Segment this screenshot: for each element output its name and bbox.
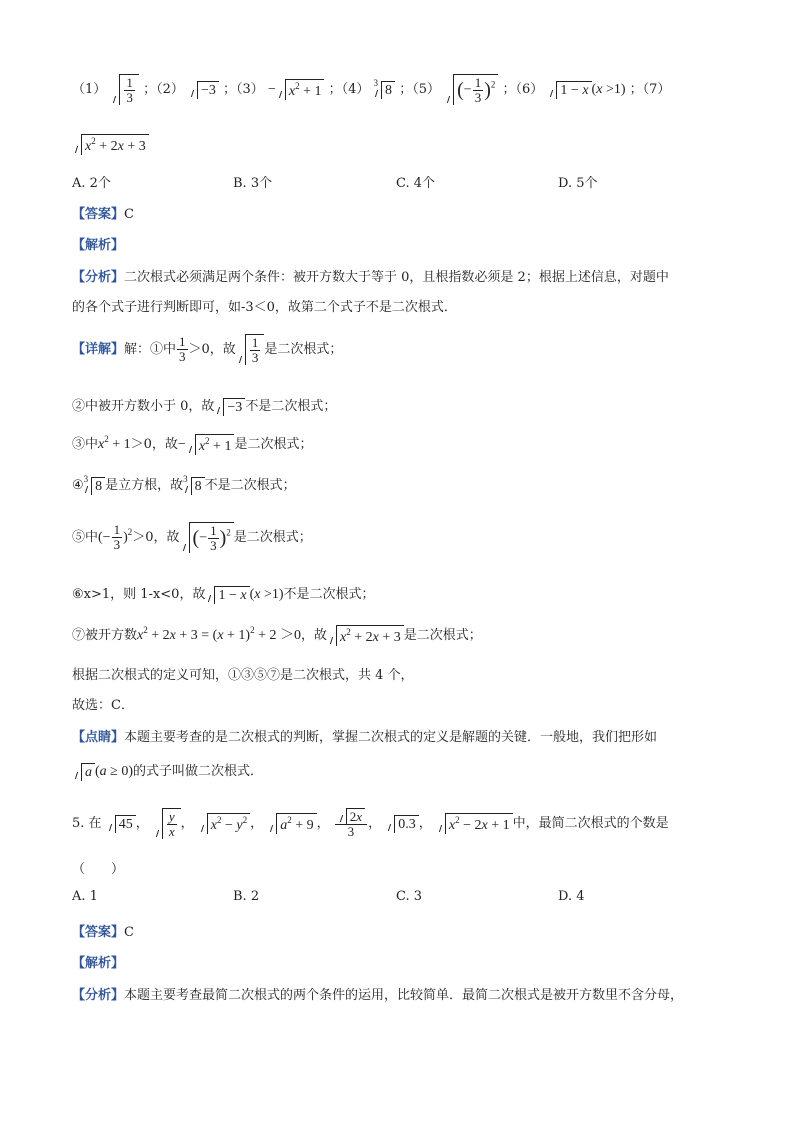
option-a: A. 1 bbox=[72, 889, 98, 904]
q4-jiexi bbox=[72, 234, 124, 253]
fenxi-text-1: 二次根式必须满足两个条件：被开方数大于等于 0，且根指数必须是 2；根据上述信息，对题中 bbox=[124, 270, 669, 285]
option-c: C. 4个 bbox=[396, 176, 436, 191]
item-label-7: ；（7） bbox=[629, 82, 671, 97]
detail-2-text-a: ②中被开方数小于 0，故 bbox=[72, 399, 215, 414]
option-d: D. 5个 bbox=[558, 176, 598, 191]
detail-5-text-c: 是二次根式； bbox=[233, 530, 312, 545]
option-b: B. 3个 bbox=[233, 176, 273, 191]
radical-sqrt-x2-minus-2x-plus-1: $x^2 - 2x + 1$ bbox=[436, 813, 513, 834]
radical-cuberoot-8: $^3$ 8 bbox=[84, 478, 106, 493]
q5-stem: 5. 在 45 ， $\frac{y}{x}$ ， $x^2 - y^2$ ， $a^2 + 9$ ， $\frac{2x}{3}$ ， 0.3 ， $x^2 - 2x + 1$ 中，最简二次根式的个数是 bbox=[72, 809, 669, 840]
detail-2-text-b: 不是二次根式； bbox=[245, 399, 337, 414]
item-label-4: ；（4） bbox=[328, 82, 370, 97]
q4-fenxi-line2: 的各个式子进行判断即可，如-3＜0，故第二个式子不是二次根式． bbox=[72, 300, 457, 315]
detail-2 bbox=[72, 395, 336, 416]
radical-sqrt-neg3: −3 bbox=[214, 398, 245, 416]
jiexi-tag: 【解析】 bbox=[72, 956, 125, 971]
dianjing-tag: 【点睛】 bbox=[72, 730, 125, 745]
option-a: A. 2个 bbox=[72, 176, 111, 191]
radical-sqrt-one-third: $\frac{1}{3}$ bbox=[236, 334, 265, 365]
detail-7-text-c: 是二次根式； bbox=[403, 628, 482, 643]
radical-cuberoot-8: $^3$ 8 bbox=[374, 82, 396, 97]
radical-sqrt-x2-2x-3: $x^2 + 2x + 3$ bbox=[327, 625, 404, 646]
answer-tag: 【答案】 bbox=[72, 207, 125, 222]
expr-neg-one-third-squared: (− $\frac{1}{3}$ )$^2$ bbox=[98, 522, 133, 553]
answer-value: C bbox=[124, 925, 134, 940]
item-label-2: ；（2） bbox=[143, 82, 184, 97]
item-label-1: （1） bbox=[72, 82, 107, 97]
radical-sqrt-0-3: 0.3 bbox=[385, 815, 419, 833]
radical-sqrt-a2-plus-9: $a^2 + 9$ bbox=[267, 813, 316, 834]
answer-tag: 【答案】 bbox=[72, 925, 125, 940]
radical-sqrt-1-minus-x: 1 − x (x >1) bbox=[547, 82, 625, 97]
answer-value: C bbox=[124, 207, 134, 222]
q5-answer bbox=[72, 921, 134, 940]
detail-3-text-c: 是二次根式； bbox=[234, 437, 313, 452]
radical-neg-sqrt-x2-plus-1: − $x^2 + 1$ bbox=[268, 82, 325, 97]
detail-5-text-a: ⑤中 bbox=[72, 530, 99, 545]
fenxi-tag: 【分析】 bbox=[72, 270, 125, 285]
q5-stem-a: 5. 在 bbox=[72, 816, 102, 831]
detail-1-text-a: 解：①中 bbox=[124, 342, 177, 357]
radical-neg-sqrt-x2-plus-1: − $x^2 + 1$ bbox=[178, 437, 235, 452]
q4-answer bbox=[72, 203, 134, 222]
detail-3-text-a: ③中 bbox=[72, 437, 99, 452]
q5-stem-b: 中，最简二次根式的个数是 bbox=[512, 816, 669, 831]
detail-4 bbox=[72, 474, 296, 495]
choose-line: 故选：C． bbox=[72, 698, 134, 713]
detail-5-text-b: ＞0，故 bbox=[132, 530, 180, 545]
detail-7 bbox=[72, 624, 482, 646]
detail-4-text-a: ④ bbox=[72, 478, 84, 493]
radical-sqrt-x2-2x-3: $x^2 + 2x + 3$ bbox=[72, 134, 149, 155]
expr-x2-plus-1: $x^2 + 1$ bbox=[98, 434, 131, 452]
detail-3-text-b: ＞0，故 bbox=[130, 437, 178, 452]
fraction-sqrt2x-over-3: $\frac{2x}{3}$ bbox=[335, 808, 367, 839]
detail-1-text-b: ＞0，故 bbox=[188, 342, 236, 357]
item-label-3: ；（3） bbox=[223, 82, 264, 97]
detail-7-text-b: ，故 bbox=[301, 628, 328, 643]
detail-6-text-b: 不是二次根式； bbox=[283, 587, 375, 602]
dianjing-text-1: 本题主要考查的是二次根式的判断，掌握二次根式的定义是解题的关键．一般地，我们把形如 bbox=[124, 730, 658, 745]
expr-completing-square: $x^2 + 2x + 3 = (x + 1)^2 + 2 >0$ bbox=[137, 625, 301, 643]
radical-sqrt-y-over-x: $\frac{y}{x}$ bbox=[153, 808, 181, 839]
item-label-5: ；（5） bbox=[399, 82, 440, 97]
dianjing-line2 bbox=[72, 760, 263, 781]
jiexi-tag: 【解析】 bbox=[72, 238, 125, 253]
detail-6-text-a: ⑥x>1，则 1-x<0，故 bbox=[72, 587, 206, 602]
radical-sqrt-x2-minus-y2: $x^2 - y^2$ bbox=[198, 813, 250, 834]
fenxi-text-1: 本题主要考查最简二次根式的两个条件的运用，比较简单．最简二次根式是被开方数里不含分母， bbox=[124, 988, 684, 1003]
summary-line: 根据二次根式的定义可知，①③⑤⑦是二次根式，共 4 个， bbox=[72, 668, 414, 683]
q5-options bbox=[72, 889, 732, 907]
q5-paren: （ ） bbox=[72, 862, 125, 877]
radical-sqrt-neg-one-third-squared: (− $\frac{1}{3}$ )$^2$ bbox=[180, 522, 234, 553]
item-label-6: ；（6） bbox=[502, 82, 544, 97]
q4-fenxi-line1 bbox=[72, 266, 669, 285]
radical-sqrt-45: 45 bbox=[106, 815, 136, 833]
detail-4-text-c: 不是二次根式； bbox=[204, 478, 296, 493]
detail-5 bbox=[72, 522, 312, 553]
detail-6 bbox=[72, 583, 375, 604]
radical-sqrt-a-condition: a (a ≥ 0) bbox=[72, 764, 133, 779]
option-b: B. 2 bbox=[233, 889, 260, 904]
q4-expression-line bbox=[72, 74, 670, 105]
detail-4-text-b: 是立方根，故 bbox=[105, 478, 184, 493]
detail-1 bbox=[72, 334, 342, 365]
xiangjie-tag: 【详解】 bbox=[72, 342, 125, 357]
radical-sqrt-one-third: $\frac{1}{3}$ bbox=[110, 74, 139, 105]
option-d: D. 4 bbox=[558, 889, 585, 904]
detail-3 bbox=[72, 433, 312, 455]
radical-sqrt-neg3: −3 bbox=[188, 81, 219, 99]
radical-sqrt-neg-one-third-squared: (− $\frac{1}{3}$ )$^2$ bbox=[444, 74, 498, 105]
q5-fenxi-line1 bbox=[72, 984, 683, 1003]
radical-cuberoot-8: $^3$ 8 bbox=[183, 478, 205, 493]
fenxi-tag: 【分析】 bbox=[72, 988, 125, 1003]
detail-7-text-a: ⑦被开方数 bbox=[72, 628, 138, 643]
radical-sqrt-1-minus-x: 1 − x (x >1) bbox=[205, 587, 283, 602]
dianjing-text-2: 的式子叫做二次根式． bbox=[133, 764, 264, 779]
dianjing-line1 bbox=[72, 726, 657, 745]
detail-1-text-c: 是二次根式； bbox=[264, 342, 343, 357]
option-c: C. 3 bbox=[396, 889, 423, 904]
q4-options bbox=[72, 172, 732, 190]
fraction-one-third: $\frac{1}{3}$ bbox=[179, 334, 186, 364]
q5-jiexi bbox=[72, 952, 124, 971]
